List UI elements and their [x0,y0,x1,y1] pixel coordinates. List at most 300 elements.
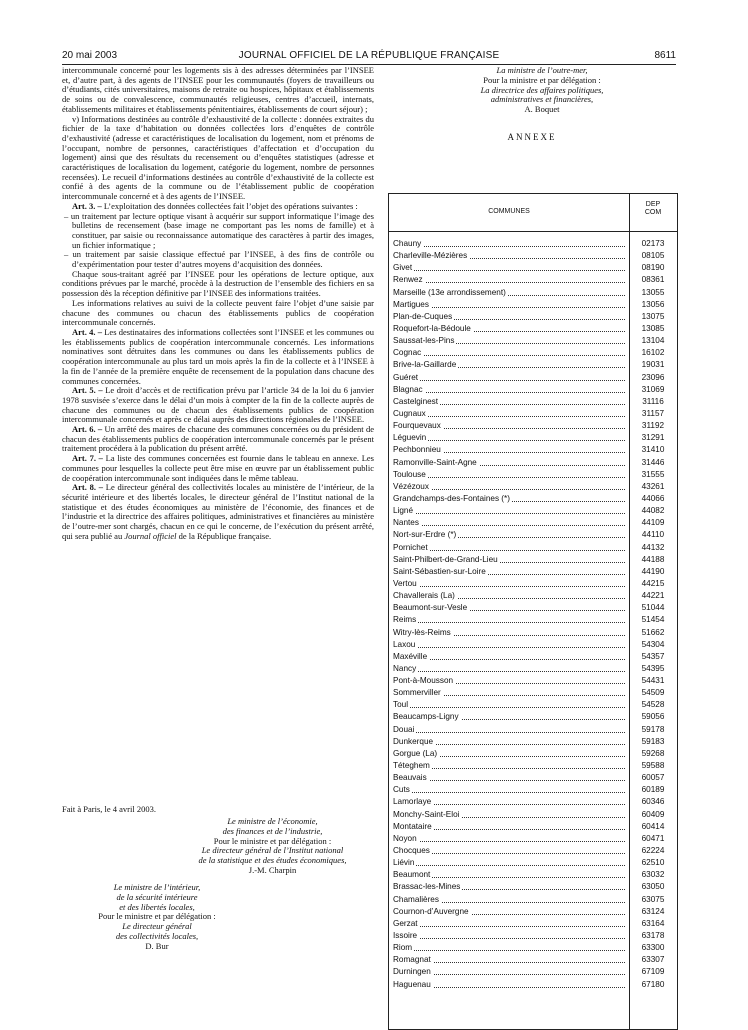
commune-name [393,323,625,335]
commune-label: Martigues [393,299,429,309]
commune-name [393,274,625,286]
table-row [389,517,677,529]
sig1-line-3: Pour le ministre et par délégation : [213,835,332,846]
dep-com-code: 31291 [641,433,665,443]
article-6-text: Un arrêté des maires de chacune des communes concernées ou du président de chacun des établissements publics de coopération intercommunale concernés par le présent traitement procédera à la publication du présent arrêté. [62,424,374,454]
sig2-line-5: Le directeur général [122,921,192,932]
table-row [389,796,677,808]
commune-label: Givet [393,263,413,273]
table-row [389,784,677,796]
dep-com-code: 60189 [641,785,665,795]
dep-com-code: 16102 [641,348,665,358]
commune-name [393,408,625,420]
sig2-line-2: de la sécurité intérieure [116,891,198,902]
table-row [389,614,677,626]
header-date: 20 mai 2003 [62,50,118,61]
commune-label: Beaumont-sur-Vesle [393,603,468,613]
dep-com-code: 63124 [641,906,665,916]
commune-label: Sommerviller [393,688,441,698]
commune-name [393,906,625,918]
commune-name [393,384,625,396]
table-row [389,590,677,602]
dep-com-code: 63164 [641,918,665,928]
commune-label: Saussat-les-Pins [393,336,455,346]
dep-com-code: 44221 [641,591,665,601]
dep-com-code: 31116 [642,396,664,406]
dep-com-code: 60414 [641,821,665,831]
commune-name [393,821,625,833]
annexe-title: ANNEXE [507,131,557,142]
dep-com-code: 44066 [641,493,665,503]
commune-name [393,299,625,311]
left-column [62,66,374,541]
table-body [389,238,677,991]
commune-name [393,881,625,893]
header-communes: COMMUNES [488,208,530,215]
table-row [389,323,677,335]
commune-label: Romagnat [393,955,431,965]
commune-label: Pornichet [393,542,428,552]
dep-com-code: 60471 [641,833,665,843]
commune-name [393,675,625,687]
sig3-line-1: La ministre de l’outre-mer, [496,65,588,75]
table-row [389,311,677,323]
commune-name [393,651,625,663]
commune-label: Beaumont [393,870,431,880]
dep-com-code: 59178 [641,724,665,734]
commune-name [393,894,625,906]
commune-name [393,481,625,493]
table-row [389,457,677,469]
dep-com-code: 02173 [641,239,665,248]
table-row [389,602,677,614]
commune-label: Guéret [393,372,419,382]
table-row [389,906,677,918]
signature-interieur [62,883,252,952]
header-dep-com [629,201,677,217]
article-3-text: L’exploitation des données collectées fait l’objet des opérations suivantes : [101,200,358,211]
table-row [389,481,677,493]
commune-name [393,602,625,614]
sig2-line-1: Le ministre de l’intérieur, [113,882,201,892]
dep-com-code: 67180 [641,979,665,989]
commune-name [393,869,625,881]
table-row [389,966,677,978]
dep-com-code: 44109 [641,518,665,528]
sig2-line-3: et des libertés locales, [119,901,195,912]
article-3-list [62,212,374,270]
table-row [389,347,677,359]
dep-com-code: 08190 [641,263,665,273]
commune-name [393,505,625,517]
table-row [389,821,677,833]
table-row [389,238,677,250]
commune-name [393,772,625,784]
table-header [389,194,677,232]
dep-com-code: 54509 [641,688,665,698]
table-row [389,833,677,845]
commune-name [393,627,625,639]
table-row [389,542,677,554]
running-header [62,50,676,64]
commune-name [393,457,625,469]
dep-com-code: 51044 [641,603,665,613]
dep-com-code: 13085 [641,323,665,333]
paragraph-2: v) Informations destinées au contrôle d’exhaustivité de la collecte : données extraites du fichier de la taxe d’habitation ou données collectées lors d’enquêtes de contrôle d’exhaustivité (adresse et caractéristiques de localisation du logement, nom et prénoms de l’occupant, nombre de personnes, caractéristiques d’affectation et d’occupation du logement) ainsi que des résultats du recensement ou d’enquêtes statistiques (adresse et caractéristiques de localisation du logement, catégorie du logement, nombre de personnes recensées). Le recueil d’informations destinées au contrôle d’exhaustivité de la collecte est confié à des agents de la commune ou de l’établissement public de coopération intercommunale concerné et à des agents de l’INSEE. [62,113,374,202]
commune-name [393,930,625,942]
commune-label: Plan-de-Cuques [393,311,453,321]
commune-label: Monchy-Saint-Eloi [393,809,460,819]
commune-label: Pechbonnieu [393,445,441,455]
table-row [389,724,677,736]
sig3-line-4: administratives et financières, [490,94,594,105]
table-row [389,736,677,748]
dep-com-code: 54395 [641,663,665,673]
commune-name [393,566,625,578]
table-row [389,942,677,954]
header-page-number: 8611 [654,50,676,61]
sig1-name: J.-M. Charpin [248,864,297,875]
article-7 [62,454,374,483]
commune-label: Pont-à-Mousson [393,676,454,686]
table-row [389,335,677,347]
dep-com-code: 13104 [641,336,665,346]
table-row [389,772,677,784]
sig1-line-1: Le ministre de l’économie, [227,816,318,826]
commune-label: Lamorlaye [393,797,432,807]
dep-com-code: 59268 [641,748,665,758]
paragraph-3: Chaque sous-traitant agréé par l’INSEE pour les opérations de lecture optique, aux conditions prévues par le marché, procède à la destruction de l’ensemble des fichiers en sa possession dès la réception définitive par l’INSEE des informations traitées. [62,268,374,299]
dep-com-code: 31069 [641,384,665,394]
commune-name [393,517,625,529]
table-row [389,857,677,869]
dep-com-code: 44082 [641,506,665,516]
dep-com-code: 54528 [641,700,665,710]
table-row [389,809,677,821]
dep-com-code: 54431 [641,676,665,686]
commune-name [393,359,625,371]
table-row [389,639,677,651]
commune-label: Toulouse [393,469,426,479]
commune-label: Liévin [393,858,415,868]
commune-name [393,760,625,772]
commune-label: Reims [393,615,417,625]
paragraph-4: Les informations relatives au suivi de la collecte peuvent faire l’objet d’une saisie par chacune des communes ou chacun des établissements publics de coopération intercommunale concernés. [62,297,374,328]
dep-com-code: 51662 [641,627,665,637]
table-row [389,699,677,711]
commune-label: Téteghem [393,761,430,771]
commune-label: Cuts [393,785,410,795]
dep-com-code: 13055 [641,287,665,297]
commune-label: Saint-Sébastien-sur-Loire [393,566,486,576]
commune-name [393,736,625,748]
commune-label: Vertou [393,578,417,588]
commune-name [393,711,625,723]
article-5-label: Art. 5. – [72,385,103,396]
dep-com-code: 63178 [641,931,665,941]
dep-com-code: 63075 [641,894,665,904]
article-5-text: Le droit d’accès et de rectification prévu par l’article 34 de la loi du 6 janvier 1978 susvisée s’exerce dans le délai d’un mois à compter de la fin de la collecte auprès de chacune des communes ou de chacun des établissements publics de coopération intercommunale concernés et après ce délai auprès des directions régionales de l’INSEE. [62,385,374,425]
sig2-name: D. Bur [145,940,169,951]
dep-com-code: 23096 [641,372,665,382]
table-row [389,918,677,930]
dep-com-code: 62224 [641,846,665,856]
table-row [389,627,677,639]
table-row [389,954,677,966]
table-row [389,566,677,578]
article-3-item-2: – un traitement par saisie classique effectué par l’INSEE, à des fins de contrôle ou d’expérimentation pour tester d’autres moyens d’acquisition des données. [64,249,374,270]
dep-com-code: 44188 [641,554,665,564]
commune-name [393,639,625,651]
commune-label: Gorgue (La) [393,748,438,758]
commune-name [393,554,625,566]
commune-label: Charleville-Mézières [393,251,468,261]
commune-label: Brassac-les-Mines [393,882,461,892]
commune-name [393,590,625,602]
commune-label: Nantes [393,518,419,528]
article-6-label: Art. 6. – [72,424,103,435]
table-row [389,687,677,699]
commune-label: Chamalières [393,894,439,904]
commune-label: Ligné [393,506,414,516]
commune-name [393,966,625,978]
table-row [389,250,677,262]
dep-com-code: 54304 [641,639,665,649]
commune-name [393,942,625,954]
table-row [389,274,677,286]
commune-name [393,529,625,541]
dep-com-code: 44132 [641,542,665,552]
table-row [389,760,677,772]
table-row [389,663,677,675]
dep-com-code: 60409 [641,809,665,819]
commune-name [393,857,625,869]
table-row [389,384,677,396]
dep-com-code: 31410 [641,445,665,455]
commune-label: Toul [393,700,409,710]
sig2-line-6: des collectivités locales, [115,930,199,941]
commune-name [393,469,625,481]
commune-label: Marseille (13e arrondissement) [393,287,506,297]
commune-label: Léguevin [393,433,427,443]
commune-label: Laxou [393,639,416,649]
commune-label: Blagnac [393,384,423,394]
table-row [389,493,677,505]
commune-label: Maxéville [393,651,428,661]
dep-com-code: 59588 [641,761,665,771]
signature-date: Fait à Paris, le 4 avril 2003. [62,804,156,814]
commune-label: Cournon-d’Auvergne [393,906,469,916]
commune-name [393,724,625,736]
article-5 [62,386,374,425]
commune-name [393,444,625,456]
commune-label: Nort-sur-Erdre (*) [393,530,457,540]
commune-name [393,578,625,590]
article-3-item-1: – un traitement par lecture optique visant à acquérir sur support informatique l’image des bulletins de recensement (base image ne comportant pas les noms de famille) et à constituer, par saisie ou reconnaissance automatique des caractères à partir des images, un fichier informatique ; [64,210,374,250]
commune-name [393,663,625,675]
commune-name [393,918,625,930]
commune-label: Durningen [393,967,431,977]
commune-name [393,432,625,444]
commune-name [393,699,625,711]
dep-com-code: 44190 [641,566,665,576]
dep-com-code: 63050 [641,882,665,892]
article-8 [62,483,374,541]
table-row [389,469,677,481]
commune-label: Dunkerque [393,736,434,746]
article-8-label: Art. 8. – [72,482,104,493]
signature-outre-mer [408,66,676,115]
commune-name [393,687,625,699]
dep-com-code: 60057 [641,773,665,783]
commune-name [393,420,625,432]
dep-com-code: 44110 [641,530,665,540]
commune-name [393,748,625,760]
commune-name [393,833,625,845]
commune-label: Grandchamps-des-Fontaines (*) [393,493,510,503]
commune-label: Brive-la-Gaillarde [393,360,457,370]
commune-label: Riom [393,943,413,953]
table-row [389,432,677,444]
header-dep: DEP [645,201,661,208]
paragraph-1: intercommunale concerné pour les logements sis à des adresses déterminées par l’INSEE et, d’autre part, à des agents de l’INSEE pour les communautés (foyers de travailleurs ou d’étudiants, cités universitaires, maisons de retraite ou hospices, hôpitaux et établissements de soins ou de convalescence, communautés religieuses, centres d’accueil, internats, établissements militaires et établissements pénitentiaires, établissements de court séjour) ; [62,65,374,114]
commune-name [393,347,625,359]
commune-label: Renwez [393,275,423,285]
commune-label: Haguenau [393,979,431,989]
table-row [389,420,677,432]
commune-label: Fourquevaux [393,421,441,431]
dep-com-code: 59183 [641,736,665,746]
dep-com-code: 60346 [641,797,665,807]
commune-name [393,954,625,966]
dep-com-code: 13056 [641,299,665,309]
table-row [389,881,677,893]
commune-name [393,493,625,505]
table-row [389,578,677,590]
table-row [389,554,677,566]
commune-label: Saint-Philbert-de-Grand-Lieu [393,554,498,564]
table-row [389,372,677,384]
article-8-text: Le directeur général des collectivités locales au ministère de l’intérieur, de la sécurité intérieure et des libertés locales, le directeur général de l’Institut national de la statistique et des études économiques au ministère de l’économie, des finances et de l’industrie et la directrice des affaires politiques, administratives et financières au ministère de l’outre-mer sont chargés, chacun en ce qui le concerne, de l’exécution du présent arrêté, qui sera publié au [62,482,374,541]
dep-com-code: 08361 [641,275,665,285]
dep-com-code: 63032 [641,870,665,880]
dep-com-code: 43261 [641,481,665,491]
commune-name [393,979,625,991]
commune-label: Cugnaux [393,408,426,418]
article-7-label: Art. 7. – [72,453,103,464]
sig2-line-4: Pour le ministre et par délégation : [98,911,216,922]
table-row [389,894,677,906]
commune-label: Ramonville-Saint-Agne [393,457,477,467]
commune-name [393,845,625,857]
commune-label: Noyon [393,833,417,843]
commune-name [393,238,625,250]
article-6 [62,425,374,454]
article-7-text: La liste des communes concernées est fournie dans le tableau en annexe. Les communes pour lesquelles la collecte peut être mise en œuvre par un établissement public de coopération intercommunale sont indiquées dans le même tableau. [62,453,374,483]
commune-label: Castelginest [393,396,439,406]
commune-name [393,809,625,821]
commune-label: Issoire [393,931,418,941]
table-row [389,505,677,517]
article-3-label: Art. 3. – [72,200,102,211]
table-row [389,930,677,942]
table-row [389,359,677,371]
sig1-line-4: Le directeur général de l’Institut national [201,845,344,856]
table-row [389,299,677,311]
table-row [389,748,677,760]
article-4-label: Art. 4. – [72,326,102,337]
commune-label: Witry-lès-Reims [393,627,451,637]
article-8-end: de la République française. [176,530,272,541]
dep-com-code: 31446 [641,457,665,467]
dep-com-code: 63307 [641,955,665,965]
commune-label: Beauvais [393,773,427,783]
commune-label: Nancy [393,663,417,673]
commune-name [393,262,625,274]
commune-label: Douai [393,724,415,734]
sig3-name: A. Boquet [524,104,560,115]
dep-com-code: 59056 [641,712,665,722]
table-row [389,675,677,687]
table-row [389,869,677,881]
dep-com-code: 54357 [641,651,665,661]
commune-name [393,784,625,796]
table-row [389,408,677,420]
sig3-line-2: Pour la ministre et par délégation : [483,74,601,85]
table-row [389,287,677,299]
article-4-text: Les destinataires des informations collectées sont l’INSEE et les communes ou les établissements publics de coopération intercommunale concernés. Les informations nominatives sont détruites dans les communes ou dans les établissements publics de coopération intercommunale au plus tard un mois après la fin de la collecte et à l’INSEE à la fin de l’année de la première enquête de recensement de la population dans chacune des communes concernées. [62,326,374,386]
dep-com-code: 62510 [641,858,665,868]
dep-com-code: 31157 [641,408,665,418]
sig1-line-5: de la statistique et des études économiques, [198,855,347,866]
table-row [389,979,677,991]
commune-label: Vézézoux [393,481,429,491]
commune-label: Chauny [393,239,422,248]
table-row [389,262,677,274]
dep-com-code: 08105 [641,251,665,261]
article-4 [62,328,374,386]
header-title: JOURNAL OFFICIEL DE LA RÉPUBLIQUE FRANÇAISE [238,50,500,61]
right-column [388,65,676,989]
journal-officiel: Journal officiel [124,530,177,541]
table-row [389,711,677,723]
dep-com-code: 31555 [641,469,665,479]
commune-label: Chocques [393,846,430,856]
commune-name [393,372,625,384]
dep-com-code: 19031 [641,360,665,370]
dep-com-code: 63300 [641,943,665,953]
dep-com-code: 44215 [641,578,665,588]
commune-label: Cognac [393,348,422,358]
sig1-line-2: des finances et de l’industrie, [222,825,323,836]
table-row [389,444,677,456]
commune-name [393,796,625,808]
table-row [389,396,677,408]
commune-name [393,311,625,323]
commune-label: Chavallerais (La) [393,591,455,601]
commune-label: Roquefort-la-Bédoule [393,323,471,333]
signature-economie [170,817,375,876]
commune-name [393,396,625,408]
commune-name [393,542,625,554]
dep-com-code: 51454 [641,615,665,625]
header-com: COM [644,209,662,216]
commune-label: Beaucamps-Ligny [393,712,459,722]
sig3-line-3: La directrice des affaires politiques, [480,84,604,95]
communes-table [388,193,678,1030]
dep-com-code: 13075 [641,311,665,321]
commune-label: Montataire [393,821,432,831]
